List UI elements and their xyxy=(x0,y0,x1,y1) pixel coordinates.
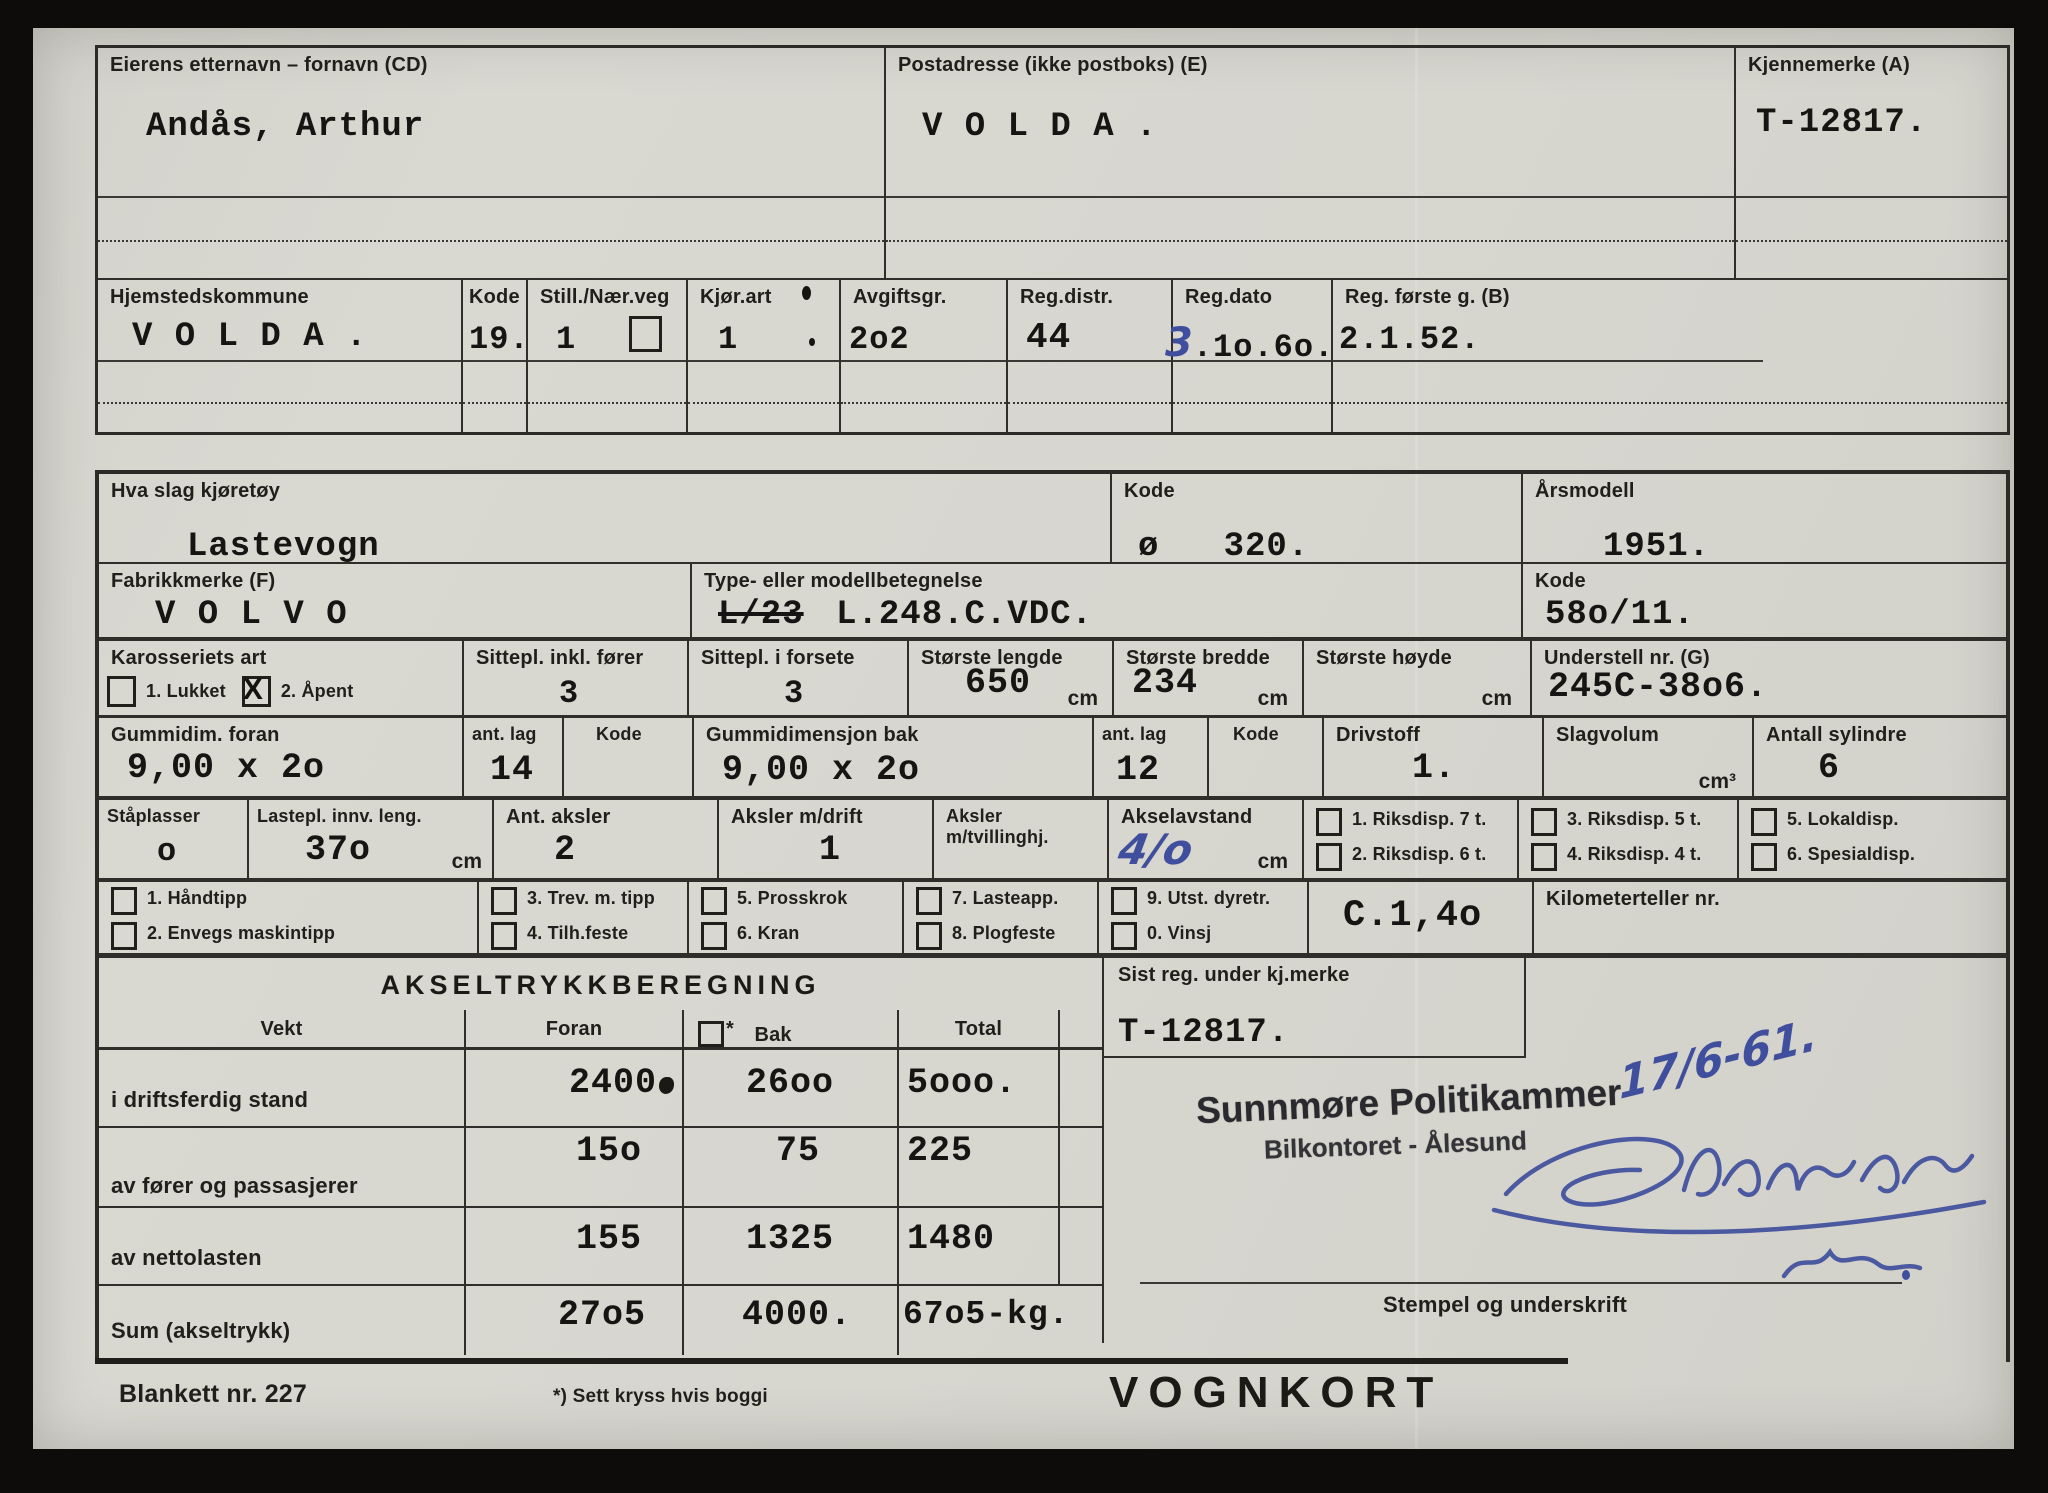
tyres-rear-value: 9,00 x 2o xyxy=(722,750,921,790)
ply-front-cell xyxy=(464,718,564,796)
ply-rear-value: 12 xyxy=(1116,750,1161,790)
bak-value: 4000. xyxy=(742,1295,853,1335)
twin-axles-cell xyxy=(934,800,1109,878)
signature-line xyxy=(1140,1282,1902,1284)
foran-cell xyxy=(466,1128,684,1206)
still-naerveg-cell xyxy=(528,280,688,432)
axle-load-pane xyxy=(99,958,1104,1343)
cylinders-value: 6 xyxy=(1818,748,1841,788)
ply-front-label: ant. lag xyxy=(472,724,537,744)
dotted-line xyxy=(841,402,1006,404)
handwritten-date: 17/6-61. xyxy=(1618,1008,1819,1111)
line xyxy=(98,360,461,362)
spare-cell xyxy=(1060,1128,1102,1206)
bottom-section xyxy=(99,958,2006,1343)
ink-blot xyxy=(659,1077,674,1094)
plogfeste-checkbox xyxy=(916,922,942,950)
seats-total-cell xyxy=(464,641,689,715)
riksdisp7-checkbox xyxy=(1316,808,1342,836)
tyres-rear-label: Gummidimensjon bak xyxy=(706,724,919,746)
width-label: Største bredde xyxy=(1126,647,1270,669)
row-label: i driftsferdig stand xyxy=(111,1086,309,1112)
seats-total-label: Sittepl. inkl. fører xyxy=(476,647,644,669)
kjorart-value: 1 xyxy=(718,321,739,358)
col-foran xyxy=(466,1010,684,1047)
staplasser-cell xyxy=(99,800,249,878)
tyres-front-label: Gummidim. foran xyxy=(111,724,280,746)
dotted-line xyxy=(886,240,1734,242)
wheelbase-label: Akselavstand xyxy=(1121,806,1253,828)
total-cell xyxy=(899,1128,1060,1206)
riksdisp4-label: 4. Riksdisp. 4 t. xyxy=(1567,844,1702,864)
tyres-front-cell xyxy=(99,718,464,796)
model-kode-label: Kode xyxy=(1535,570,1586,592)
ink-mark-blue xyxy=(1902,1270,1910,1280)
envegs-checkbox xyxy=(111,922,137,950)
body-row xyxy=(99,641,2006,718)
total-value: 225 xyxy=(907,1131,974,1171)
line xyxy=(98,196,884,198)
plogfeste-label: 8. Plogfeste xyxy=(952,923,1056,943)
ply-rear-cell xyxy=(1094,718,1209,796)
displacement-cell xyxy=(1544,718,1754,796)
disp-col-1 xyxy=(1304,800,1519,878)
fuel-value: 1. xyxy=(1412,748,1457,788)
regdistr-label: Reg.distr. xyxy=(1020,286,1114,308)
load-length-unit: cm xyxy=(451,850,482,873)
address-label: Postadresse (ikke postboks) (E) xyxy=(898,54,1208,76)
length-label: Største lengde xyxy=(921,647,1063,669)
line xyxy=(688,360,839,362)
spare-cell xyxy=(1060,1286,1102,1355)
boggi-checkbox xyxy=(698,1021,724,1047)
riksdisp6-checkbox xyxy=(1316,843,1342,871)
table-row-nettolast xyxy=(99,1208,1102,1286)
dyretr-checkbox xyxy=(1111,887,1137,915)
total-cell xyxy=(899,1050,1060,1126)
trev-checkbox xyxy=(491,887,517,915)
wheelbase-unit: cm xyxy=(1257,850,1288,873)
model-cell xyxy=(692,564,1523,637)
police-stamp-line2: Bilkontoret - Ålesund xyxy=(1263,1125,1528,1165)
total-value: 1480 xyxy=(907,1219,996,1259)
regdato-blue-digit: 3 xyxy=(1165,320,1193,366)
width-unit: cm xyxy=(1257,687,1288,710)
form-number: Blankett nr. 227 xyxy=(119,1380,308,1408)
karosseri-label: Karosseriets art xyxy=(111,647,267,669)
bak-cell xyxy=(684,1128,899,1206)
line xyxy=(1008,360,1171,362)
kommune-kode-cell xyxy=(463,280,528,432)
total-cell xyxy=(899,1286,1070,1355)
axle-count-cell xyxy=(494,800,719,878)
row-label-cell xyxy=(99,1050,466,1126)
table-row-forer xyxy=(99,1128,1102,1208)
foran-value: 2400 xyxy=(568,1063,657,1103)
kjorart-label: Kjør.art xyxy=(700,286,772,308)
vinsj-checkbox xyxy=(1111,922,1137,950)
load-length-label: Lastepl. innv. leng. xyxy=(257,806,422,826)
still-value: 1 xyxy=(556,321,577,358)
dyretr-label: 9. Utst. dyretr. xyxy=(1147,888,1271,908)
vehicle-type-value: Lastevogn xyxy=(187,528,380,566)
prosskrok-label: 5. Prosskrok xyxy=(737,888,848,908)
load-length-cell xyxy=(249,800,494,878)
make-cell xyxy=(99,564,692,637)
length-value: 650 xyxy=(965,663,1032,703)
police-stamp-line1: Sunnmøre Politikammer xyxy=(1195,1071,1623,1132)
driven-axles-value: 1 xyxy=(819,830,842,870)
owner-name-value: Andås, Arthur xyxy=(146,108,425,146)
tilhfeste-label: 4. Tilh.feste xyxy=(527,923,629,943)
tyres-row xyxy=(99,718,2006,800)
ink-mark xyxy=(802,286,811,300)
bak-cell xyxy=(684,1208,899,1284)
length-cell xyxy=(909,641,1114,715)
lokaldisp-checkbox xyxy=(1751,808,1777,836)
line xyxy=(886,196,1734,198)
bak-cell xyxy=(684,1050,899,1126)
line xyxy=(528,360,686,362)
kode-label: Kode xyxy=(469,286,520,308)
riksdisp5-checkbox xyxy=(1531,808,1557,836)
handtipp-checkbox xyxy=(111,887,137,915)
address-cell xyxy=(886,48,1736,278)
owner-row xyxy=(98,48,2007,280)
last-reg-value: T-12817. xyxy=(1118,1014,1290,1052)
axle-count-value: 2 xyxy=(554,830,577,870)
registration-row xyxy=(98,280,2007,432)
arsmodell-cell xyxy=(1523,474,2006,566)
prosskrok-checkbox xyxy=(701,887,727,915)
tyre-kode-front-label: Kode xyxy=(596,724,642,744)
still-label: Still./Nær.veg xyxy=(540,286,670,308)
regforste-cell xyxy=(1333,280,2007,432)
model-kode-cell xyxy=(1523,564,2006,637)
avgiftsgr-label: Avgiftsgr. xyxy=(853,286,947,308)
col-bak xyxy=(684,1010,899,1047)
spare-cell xyxy=(1060,1208,1102,1284)
seats-front-label: Sittepl. i forsete xyxy=(701,647,855,669)
fuel-label: Drivstoff xyxy=(1336,724,1421,746)
disp-col-3 xyxy=(1739,800,2006,878)
axle-table-title: AKSELTRYKKBEREGNING xyxy=(380,970,821,1000)
dotted-line xyxy=(98,240,884,242)
stamp-signature-caption: Stempel og underskrift xyxy=(1383,1292,1627,1317)
staplasser-value: o xyxy=(157,833,178,870)
width-cell xyxy=(1114,641,1304,715)
row-label-cell xyxy=(99,1128,466,1206)
foran-cell xyxy=(466,1286,684,1355)
tyres-rear-cell xyxy=(694,718,1094,796)
vehicle-type-cell xyxy=(99,474,1112,566)
lokaldisp-label: 5. Lokaldisp. xyxy=(1787,809,1899,829)
regdistr-value: 44 xyxy=(1026,317,1072,358)
line xyxy=(1736,196,2007,198)
height-cell xyxy=(1304,641,1532,715)
model-value: L.248.C.VDC. xyxy=(836,596,1093,634)
municipality-label: Hjemstedskommune xyxy=(110,286,309,308)
address-value: V O L D A . xyxy=(922,108,1158,146)
bak-cell xyxy=(684,1286,899,1355)
total-value: 67o5-kg. xyxy=(903,1296,1070,1333)
dotted-line xyxy=(1173,402,1331,404)
vehicle-kode-value: ø 320. xyxy=(1138,528,1310,566)
vehicle-type-row xyxy=(99,474,2006,564)
riksdisp6-label: 2. Riksdisp. 6 t. xyxy=(1352,844,1487,864)
avgiftsgr-value: 2o2 xyxy=(849,321,910,358)
c-value: C.1,4o xyxy=(1343,895,1483,937)
make-model-row xyxy=(99,564,2006,641)
axles-row xyxy=(99,800,2006,882)
owner-name-cell xyxy=(98,48,886,278)
dotted-line xyxy=(1008,402,1171,404)
foran-value: 27o5 xyxy=(557,1295,646,1335)
foran-value: 15o xyxy=(575,1131,642,1171)
boggi-footnote: *) Sett kryss hvis boggi xyxy=(553,1386,768,1407)
ply-rear-label: ant. lag xyxy=(1102,724,1167,744)
tilhfeste-checkbox xyxy=(491,922,517,950)
tyres-front-value: 9,00 x 2o xyxy=(127,748,326,788)
dotted-line xyxy=(463,402,526,404)
col-spare xyxy=(1060,1010,1102,1047)
tyre-kode-front-cell xyxy=(564,718,694,796)
box2-bottom-border xyxy=(95,1358,1568,1364)
height-label: Største høyde xyxy=(1316,647,1452,669)
odometer-label: Kilometerteller nr. xyxy=(1546,888,1720,910)
riksdisp5-label: 3. Riksdisp. 5 t. xyxy=(1567,809,1702,829)
karosseri-cell xyxy=(99,641,464,715)
plate-label: Kjennemerke (A) xyxy=(1748,54,1910,76)
lasteapp-label: 7. Lasteapp. xyxy=(952,888,1059,908)
vehicle-type-label: Hva slag kjøretøy xyxy=(111,480,281,502)
ply-front-value: 14 xyxy=(490,750,535,790)
bak-value: 1325 xyxy=(746,1219,835,1259)
row-label-cell xyxy=(99,1208,466,1284)
kran-label: 6. Kran xyxy=(737,923,800,943)
length-unit: cm xyxy=(1067,687,1098,710)
staplasser-label: Ståplasser xyxy=(107,806,201,826)
seats-front-cell xyxy=(689,641,909,715)
cylinders-cell xyxy=(1754,718,2006,796)
make-value: V O L V O xyxy=(155,596,348,634)
equip-col-5 xyxy=(1099,882,1309,953)
row-label: Sum (akseltrykk) xyxy=(111,1317,291,1343)
dotted-line xyxy=(1736,240,2007,242)
seats-total-value: 3 xyxy=(559,675,580,712)
model-struck-value: L/23 xyxy=(718,596,804,634)
trev-label: 3. Trev. m. tipp xyxy=(527,888,655,908)
chassis-label: Understell nr. (G) xyxy=(1544,647,1710,669)
regdistr-cell xyxy=(1008,280,1173,432)
axle-count-label: Ant. aksler xyxy=(506,806,611,828)
plate-value: T-12817. xyxy=(1756,104,1928,142)
model-label: Type- eller modellbetegnelse xyxy=(704,570,983,592)
lasteapp-checkbox xyxy=(916,887,942,915)
col-foran-label: Foran xyxy=(545,1018,603,1040)
apent-check-mark: X xyxy=(242,673,263,706)
boggi-star: * xyxy=(726,1018,734,1040)
chassis-cell xyxy=(1532,641,2006,715)
height-unit: cm xyxy=(1481,687,1512,710)
kode-value: 19. xyxy=(469,321,530,358)
ink-mark xyxy=(809,338,815,346)
row-label-cell xyxy=(99,1286,466,1355)
disp-col-2 xyxy=(1519,800,1739,878)
paper xyxy=(33,28,2014,1449)
still-checkbox xyxy=(629,316,662,352)
driven-axles-cell xyxy=(719,800,934,878)
avgiftsgr-cell xyxy=(841,280,1008,432)
municipality-cell xyxy=(98,280,463,432)
vehicle-kode-cell xyxy=(1112,474,1523,566)
twin-axles-label: Aksler m/tvillinghj. xyxy=(946,806,1049,847)
vehicle-box xyxy=(95,470,2010,1362)
wheelbase-value: 4/o xyxy=(1114,825,1197,874)
apent-checkbox xyxy=(242,673,271,707)
line xyxy=(841,360,1006,362)
regforste-value: 2.1.52. xyxy=(1339,321,1481,358)
vehicle-kode-label: Kode xyxy=(1124,480,1175,502)
axle-table xyxy=(99,1010,1102,1343)
bak-value: 26oo xyxy=(746,1063,835,1103)
fuel-cell xyxy=(1324,718,1544,796)
width-value: 234 xyxy=(1132,663,1199,703)
last-reg-label: Sist reg. under kj.merke xyxy=(1118,964,1350,986)
regdato-label: Reg.dato xyxy=(1185,286,1273,308)
foran-cell xyxy=(466,1050,684,1126)
handtipp-label: 1. Håndtipp xyxy=(147,888,248,908)
lukket-checkbox xyxy=(107,676,136,707)
equipment-row xyxy=(99,882,2006,958)
last-reg-cell xyxy=(1104,958,1526,1058)
load-length-value: 37o xyxy=(305,830,372,870)
line xyxy=(1333,360,1763,362)
total-cell xyxy=(899,1208,1060,1284)
foran-value: 155 xyxy=(575,1219,642,1259)
col-total xyxy=(899,1010,1060,1047)
row-label: av fører og passasjerer xyxy=(111,1172,358,1198)
col-vekt xyxy=(99,1010,466,1047)
line xyxy=(463,360,526,362)
riksdisp7-label: 1. Riksdisp. 7 t. xyxy=(1352,809,1487,829)
plate-cell xyxy=(1736,48,2007,278)
municipality-value: V O L D A . xyxy=(132,318,368,356)
spare-cell xyxy=(1060,1050,1102,1126)
foran-cell xyxy=(466,1208,684,1284)
regdato-cell xyxy=(1165,280,1335,432)
model-kode-value: 58o/11. xyxy=(1545,596,1695,634)
axle-table-header xyxy=(99,1010,1102,1050)
bak-value: 75 xyxy=(776,1131,821,1171)
riksdisp4-checkbox xyxy=(1531,843,1557,871)
seats-front-value: 3 xyxy=(784,675,805,712)
dotted-line xyxy=(98,402,461,404)
dotted-line xyxy=(528,402,686,404)
displacement-label: Slagvolum xyxy=(1556,724,1659,746)
arsmodell-value: 1951. xyxy=(1603,528,1711,566)
approval-pane xyxy=(1104,958,2006,1343)
table-row-driftsferdig xyxy=(99,1050,1102,1128)
kjorart-cell xyxy=(688,280,841,432)
displacement-unit: cm³ xyxy=(1698,770,1736,793)
driven-axles-label: Aksler m/drift xyxy=(731,806,863,828)
dotted-line xyxy=(1333,402,2007,404)
owner-registration-box xyxy=(95,45,2010,435)
col-vekt-label: Vekt xyxy=(260,1018,303,1040)
odometer-cell xyxy=(1534,882,2006,953)
tyre-kode-rear-cell xyxy=(1209,718,1324,796)
signature xyxy=(1484,1098,2004,1308)
envegs-label: 2. Envegs maskintipp xyxy=(147,923,336,943)
spesialdisp-checkbox xyxy=(1751,843,1777,871)
regforste-label: Reg. første g. (B) xyxy=(1345,286,1510,308)
lukket-label: 1. Lukket xyxy=(146,681,226,702)
table-row-sum xyxy=(99,1286,1102,1355)
chassis-value: 245C-38o6. xyxy=(1548,667,1769,707)
col-bak-label: Bak xyxy=(754,1024,792,1046)
tyre-kode-rear-label: Kode xyxy=(1233,724,1279,744)
equip-col-4 xyxy=(904,882,1099,953)
equip-col-1 xyxy=(99,882,479,953)
equip-col-3 xyxy=(689,882,904,953)
apent-label: 2. Åpent xyxy=(280,681,354,702)
vinsj-label: 0. Vinsj xyxy=(1147,923,1212,943)
spesialdisp-label: 6. Spesialdisp. xyxy=(1787,844,1916,864)
make-label: Fabrikkmerke (F) xyxy=(111,570,276,592)
owner-name-label: Eierens etternavn – fornavn (CD) xyxy=(110,54,428,76)
dotted-line xyxy=(688,402,839,404)
total-value: 5ooo. xyxy=(907,1063,1018,1103)
row-label: av nettolasten xyxy=(111,1244,262,1270)
wheelbase-cell xyxy=(1109,800,1304,878)
document-title: VOGNKORT xyxy=(1109,1368,1444,1417)
kran-checkbox xyxy=(701,922,727,950)
arsmodell-label: Årsmodell xyxy=(1535,480,1635,502)
col-total-label: Total xyxy=(954,1018,1003,1040)
cylinders-label: Antall sylindre xyxy=(1766,724,1907,746)
regdato-value: .1o.6o. xyxy=(1192,329,1335,366)
c-value-cell xyxy=(1309,882,1534,953)
line xyxy=(1173,360,1331,362)
equip-col-2 xyxy=(479,882,689,953)
